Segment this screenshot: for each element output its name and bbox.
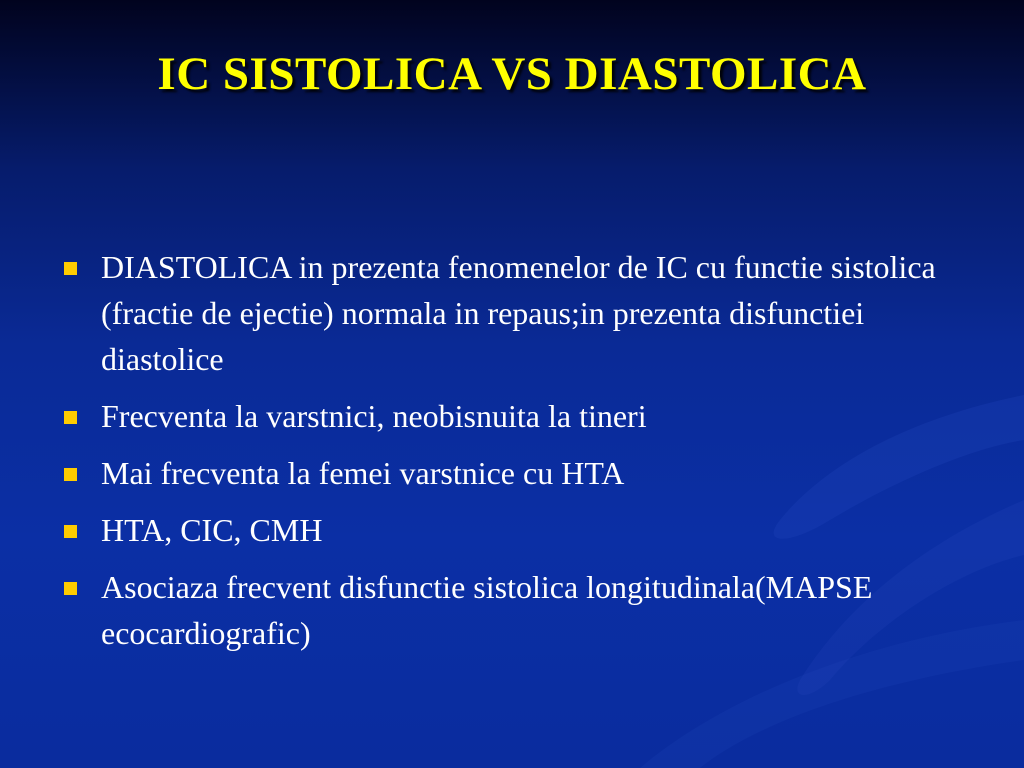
- bullet-square-icon: [64, 468, 77, 481]
- bullet-item: [62, 393, 962, 439]
- bullet-list: [62, 244, 962, 667]
- slide-title: IC SISTOLICA VS DIASTOLICA: [157, 48, 867, 100]
- bullet-text: Frecventa la varstnici, neobisnuita la tineri: [101, 398, 647, 434]
- bullet-item: [62, 450, 962, 496]
- bullet-text: Asociaza frecvent disfunctie sistolica longitudinala(MAPSE ecocardiografic): [101, 569, 873, 651]
- bullet-item: [62, 507, 962, 553]
- bullet-square-icon: [64, 525, 77, 538]
- bullet-text: DIASTOLICA in prezenta fenomenelor de IC cu functie sistolica (fractie de ejectie) normala in repaus;in prezenta disfunctiei diastolice: [101, 249, 936, 377]
- bullet-item: [62, 564, 962, 656]
- bullet-item: [62, 244, 962, 382]
- bullet-square-icon: [64, 262, 77, 275]
- bullet-text: HTA, CIC, CMH: [101, 512, 323, 548]
- bullet-square-icon: [64, 582, 77, 595]
- bullet-square-icon: [64, 411, 77, 424]
- bullet-text: Mai frecventa la femei varstnice cu HTA: [101, 455, 625, 491]
